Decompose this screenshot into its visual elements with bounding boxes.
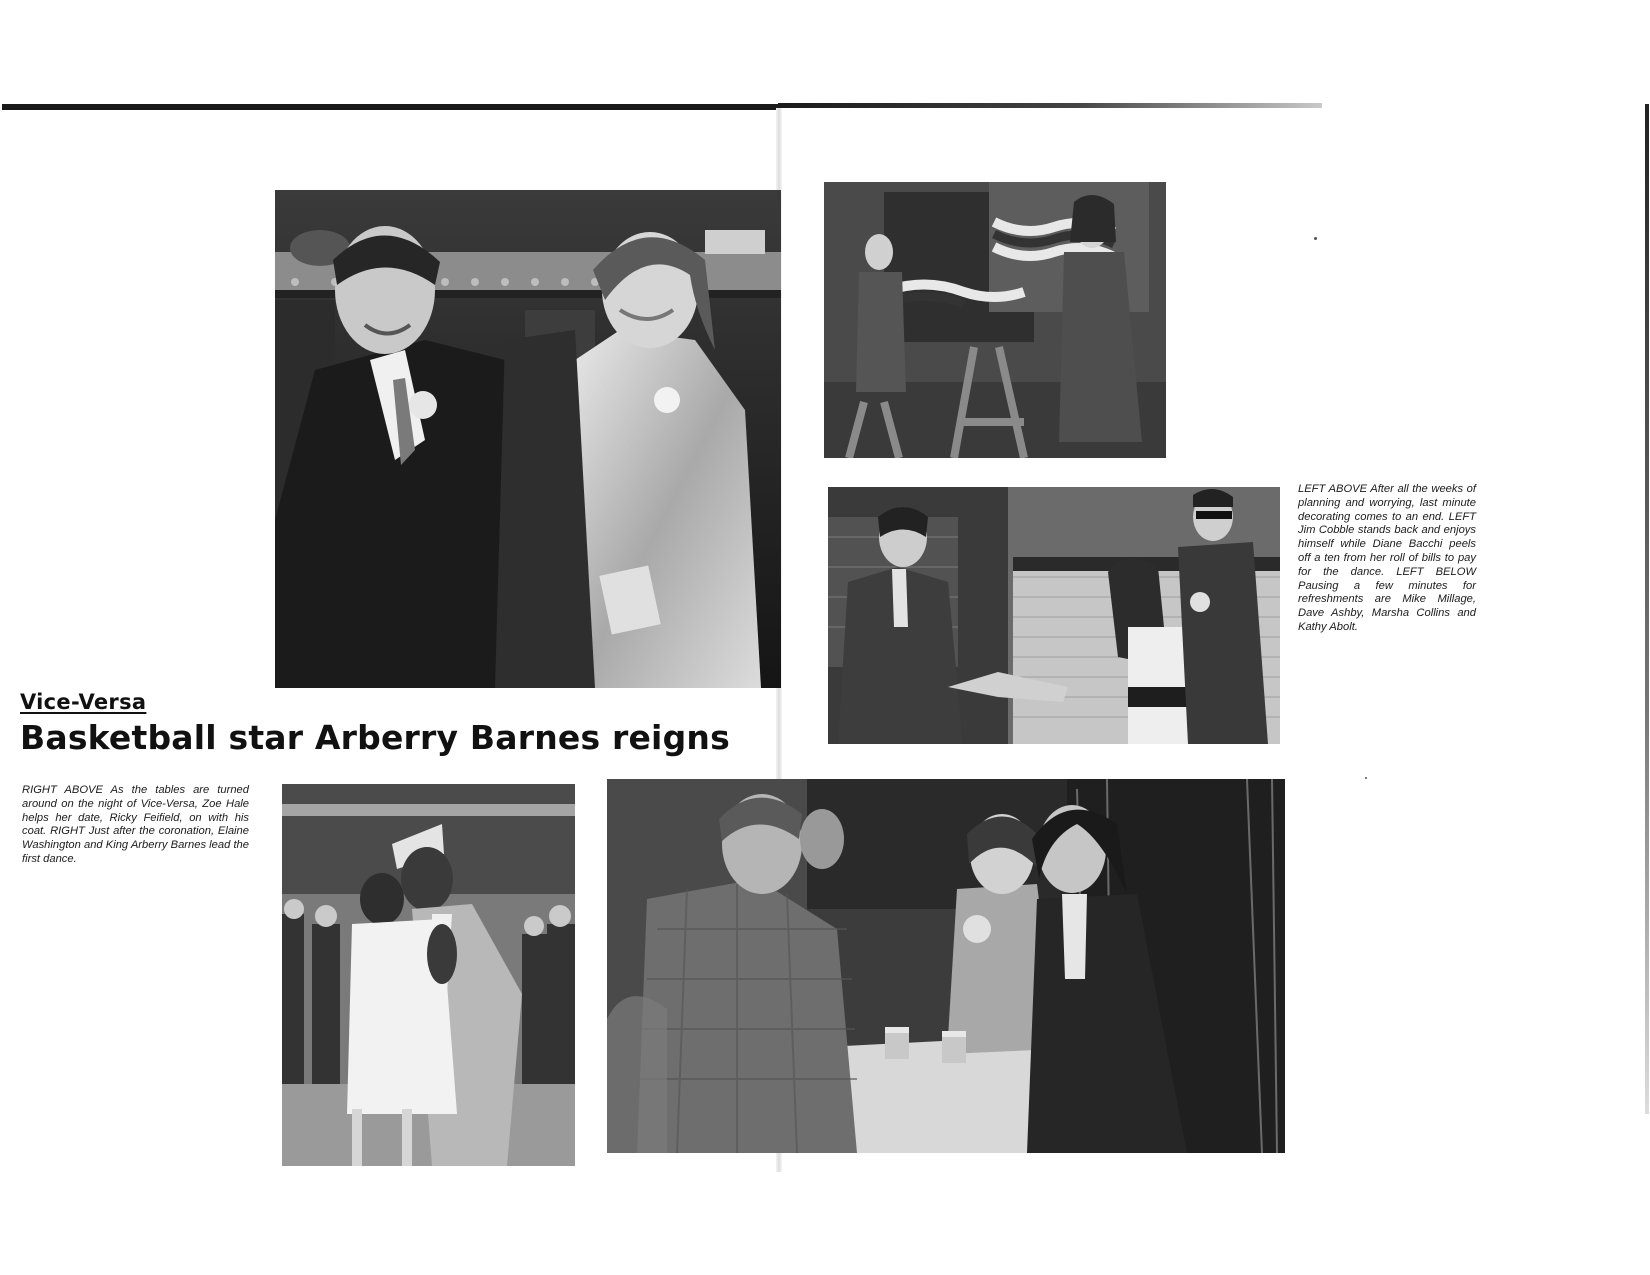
page-headline: Basketball star Arberry Barnes reigns <box>20 718 730 757</box>
refreshments-photo-image <box>607 779 1285 1153</box>
section-label: Vice-Versa <box>20 690 147 714</box>
page-speck <box>1365 777 1367 779</box>
ticket-photo <box>828 487 1280 744</box>
page-right-edge <box>1645 104 1649 1114</box>
right-page-caption: LEFT ABOVE After all the weeks of planning and worrying, last minute decorating comes to an end. LEFT Jim Cobble stands back and enjoys himself while Diane Bacchi peels off a ten from her roll of bills to pay for the dance. LEFT BELOW Pausing a few minutes for refreshments are Mike Millage, Dave Ashby, Marsha Collins and Kathy Abolt. <box>1298 483 1476 633</box>
coat-photo-image <box>275 190 781 688</box>
decorating-photo <box>824 182 1166 458</box>
refreshments-photo <box>607 779 1285 1153</box>
page-top-edge-left <box>2 104 780 110</box>
dance-photo <box>282 784 575 1166</box>
coat-photo <box>275 190 781 688</box>
dance-photo-image <box>282 784 575 1166</box>
page-top-edge-right <box>778 103 1322 108</box>
ticket-photo-image <box>828 487 1280 744</box>
left-page-caption: RIGHT ABOVE As the tables are turned around on the night of Vice-Versa, Zoe Hale helps her date, Ricky Feifield, on with his coat. RIGHT Just after the coronation, Elaine Washington and King Arberry Barnes lead the first dance. <box>22 784 249 865</box>
page-speck <box>1314 237 1317 240</box>
decorating-photo-image <box>824 182 1166 458</box>
